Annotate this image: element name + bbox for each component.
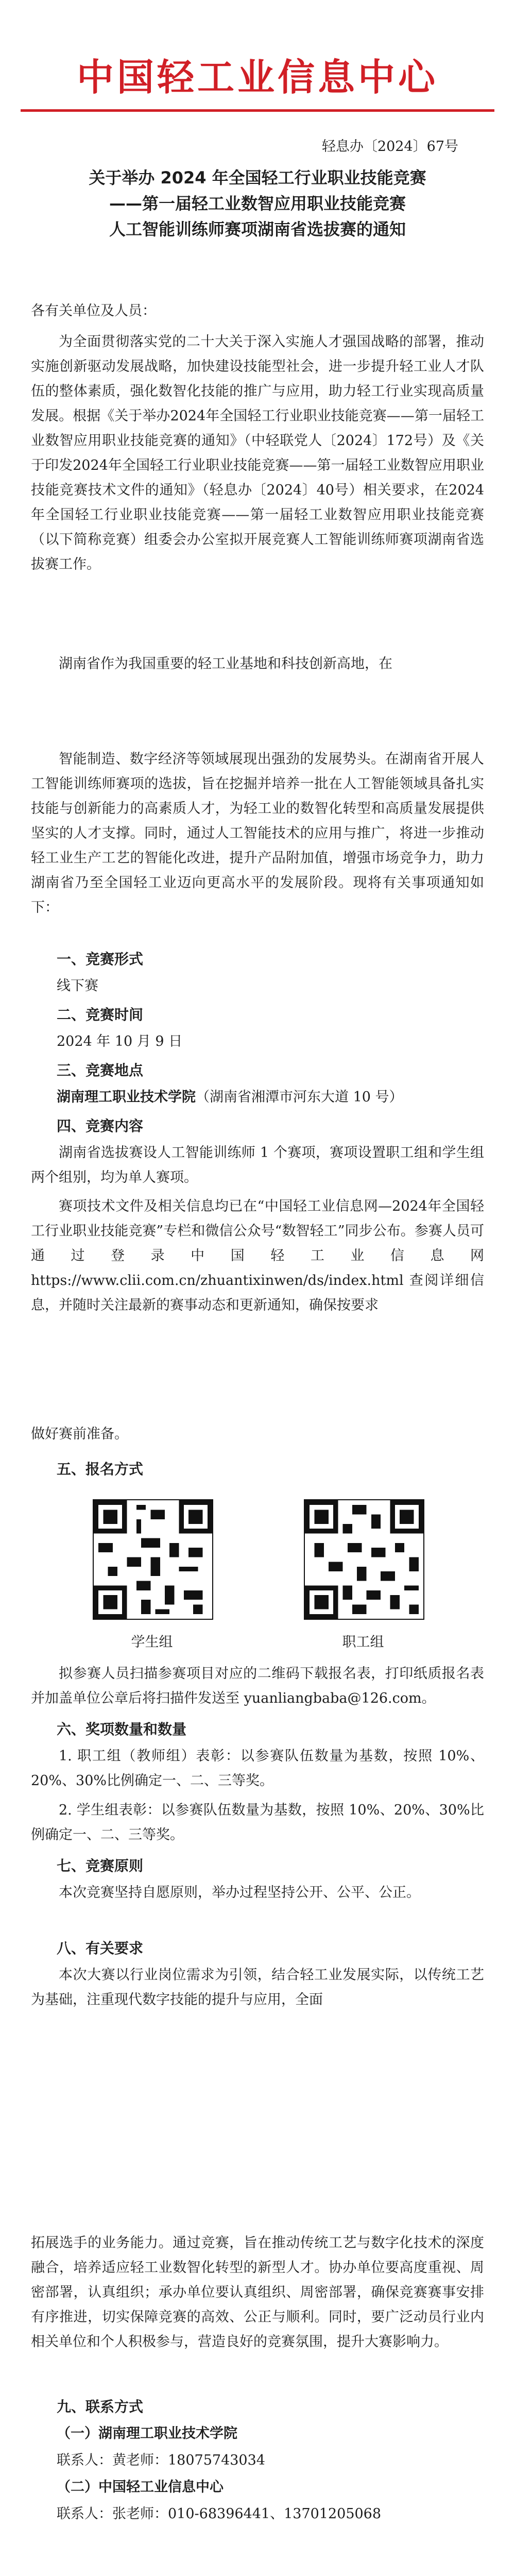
section-heading-awards: 六、奖项数量和数量 xyxy=(57,1721,187,1738)
title-line-1: 关于举办 2024 年全国轻工行业职业技能竞赛 xyxy=(89,168,426,188)
section-heading-format: 一、竞赛形式 xyxy=(57,951,144,968)
qr-code-student[interactable] xyxy=(93,1499,213,1620)
section-body-requirements-b: 拓展选手的业务能力。通过竞赛，旨在推动传统工艺与数字化技术的深度融合，培养适应轻工业数智化转型的新型人才。协办单位要高度重视、周密部署，认真组织；承办单位要认真组织、周密部署，确保竞赛赛事安排有序推进，切实保障竞赛的高效、公正与顺利。同时，要广泛动员行业内相关单位和个人积极参与，营造良好的竞赛氛围，提升大赛影响力。 xyxy=(31,2235,484,2350)
contact-org-2: （二）中国轻工业信息中心 xyxy=(57,2479,224,2495)
section-body-registration: 拟参赛人员扫描参赛项目对应的二维码下载报名表，打印纸质报名表并加盖单位公章后将扫描件发送至 yuanliangbaba@126.com。 xyxy=(31,1666,484,1706)
section-body-time: 2024 年 10 月 9 日 xyxy=(57,1033,183,1049)
contact-person-2: 联系人：张老师：010-68396441、13701205068 xyxy=(57,2506,382,2522)
paragraph-hunan-a: 湖南省作为我国重要的轻工业基地和科技创新高地，在 xyxy=(59,656,392,672)
contact-org-1: （一）湖南理工职业技术学院 xyxy=(57,2426,237,2442)
title-line-3: 人工智能训练师赛项湖南省选拔赛的通知 xyxy=(109,219,406,239)
section-body-principles: 本次竞赛坚持自愿原则，举办过程坚持公开、公平、公正。 xyxy=(59,1885,420,1901)
document-number: 轻息办〔2024〕67号 xyxy=(321,139,458,155)
section-body-content-3: 做好赛前准备。 xyxy=(31,1426,128,1442)
section-heading-requirements: 八、有关要求 xyxy=(57,1940,144,1957)
document-title xyxy=(0,165,515,242)
salutation: 各有关单位及人员： xyxy=(31,303,156,319)
section-heading-venue: 三、竞赛地点 xyxy=(57,1062,144,1079)
section-heading-time: 二、竞赛时间 xyxy=(57,1006,144,1023)
contact-person-1: 联系人：黄老师：18075743034 xyxy=(57,2452,265,2468)
section-body-awards-1: 1. 职工组（教师组）表彰：以参赛队伍数量为基数，按照 10%、20%、30%比例确定一、二、三等奖。 xyxy=(31,1748,484,1789)
paragraph-intro: 为全面贯彻落实党的二十大关于深入实施人才强国战略的部署，推动实施创新驱动发展战略，加快建设技能型社会，进一步提升轻工业人才队伍的整体素质，强化数智化技能的推广与应用，助力轻工行业实现高质量发展。根据《关于举办2024年全国轻工行业职业技能竞赛——第一届轻工业数智应用职业技能竞赛的通知》（中轻联党人〔2024〕172号）及《关于印发2024年全国轻工行业职业技能竞赛——第一届轻工业数智应用职业技能竞赛技术文件的通知》（轻息办〔2024〕40号）相关要求，在2024年全国轻工行业职业技能竞赛——第一届轻工业数智应用职业技能竞赛（以下简称竞赛）组委会办公室拟开展竞赛人工智能训练师赛项湖南省选拔赛工作。 xyxy=(31,334,484,572)
section-body-requirements-a: 本次大赛以行业岗位需求为引领，结合轻工业发展实际，以传统工艺为基础，注重现代数字技能的提升与应用，全面 xyxy=(31,1967,484,2008)
section-body-content-2: 赛项技术文件及相关信息均已在“中国轻工业信息网—2024年全国轻工行业职业技能竞赛”专栏和微信公众号“数智轻工”同步公布。参赛人员可通过登录中国轻工业信息网https://www.clii.com.cn/zhuantixinwen/ds/index.html 查阅详细信息，并随时关注最新的赛事动态和更新通知，确保按要求 xyxy=(31,1198,484,1313)
section-body-content-1: 湖南省选拔赛设人工智能训练师 1 个赛项，赛项设置职工组和学生组两个组别，均为单人赛项。 xyxy=(31,1145,484,1185)
org-letterhead: 中国轻工业信息中心 xyxy=(76,56,438,99)
section-heading-registration: 五、报名方式 xyxy=(57,1461,144,1478)
section-heading-content: 四、竞赛内容 xyxy=(57,1117,144,1134)
section-heading-contacts: 九、联系方式 xyxy=(57,2398,144,2415)
section-body-format: 线下赛 xyxy=(57,978,98,994)
paragraph-hunan-b: 智能制造、数字经济等领域展现出强劲的发展势头。在湖南省开展人工智能训练师赛项的选拔，旨在挖掘并培养一批在人工智能领域具备扎实技能与创新能力的高素质人才，为轻工业的数智化转型和高质量发展提供坚实的人才支撑。同时，通过人工智能技术的应用与推广，将进一步推动轻工业生产工艺的智能化改进，提升产品附加值，增强市场竞争力，助力湖南省乃至全国轻工业迈向更高水平的发展阶段。现将有关事项通知如下： xyxy=(31,751,484,916)
qr-caption-staff: 职工组 xyxy=(342,1634,384,1650)
venue-name: 湖南理工职业技术学院 xyxy=(57,1089,196,1105)
qr-caption-student: 学生组 xyxy=(131,1634,173,1650)
qr-code-staff[interactable] xyxy=(304,1499,424,1620)
section-body-venue xyxy=(57,1085,484,1110)
title-line-2: ——第一届轻工业数智应用职业技能竞赛 xyxy=(109,194,406,213)
venue-address: （湖南省湘潭市河东大道 10 号） xyxy=(196,1089,403,1105)
section-heading-principles: 七、竞赛原则 xyxy=(57,1857,144,1874)
section-body-awards-2: 2. 学生组表彰：以参赛队伍数量为基数，按照 10%、20%、30%比例确定一、二、三等奖。 xyxy=(31,1802,484,1843)
letterhead-rule xyxy=(21,109,494,112)
